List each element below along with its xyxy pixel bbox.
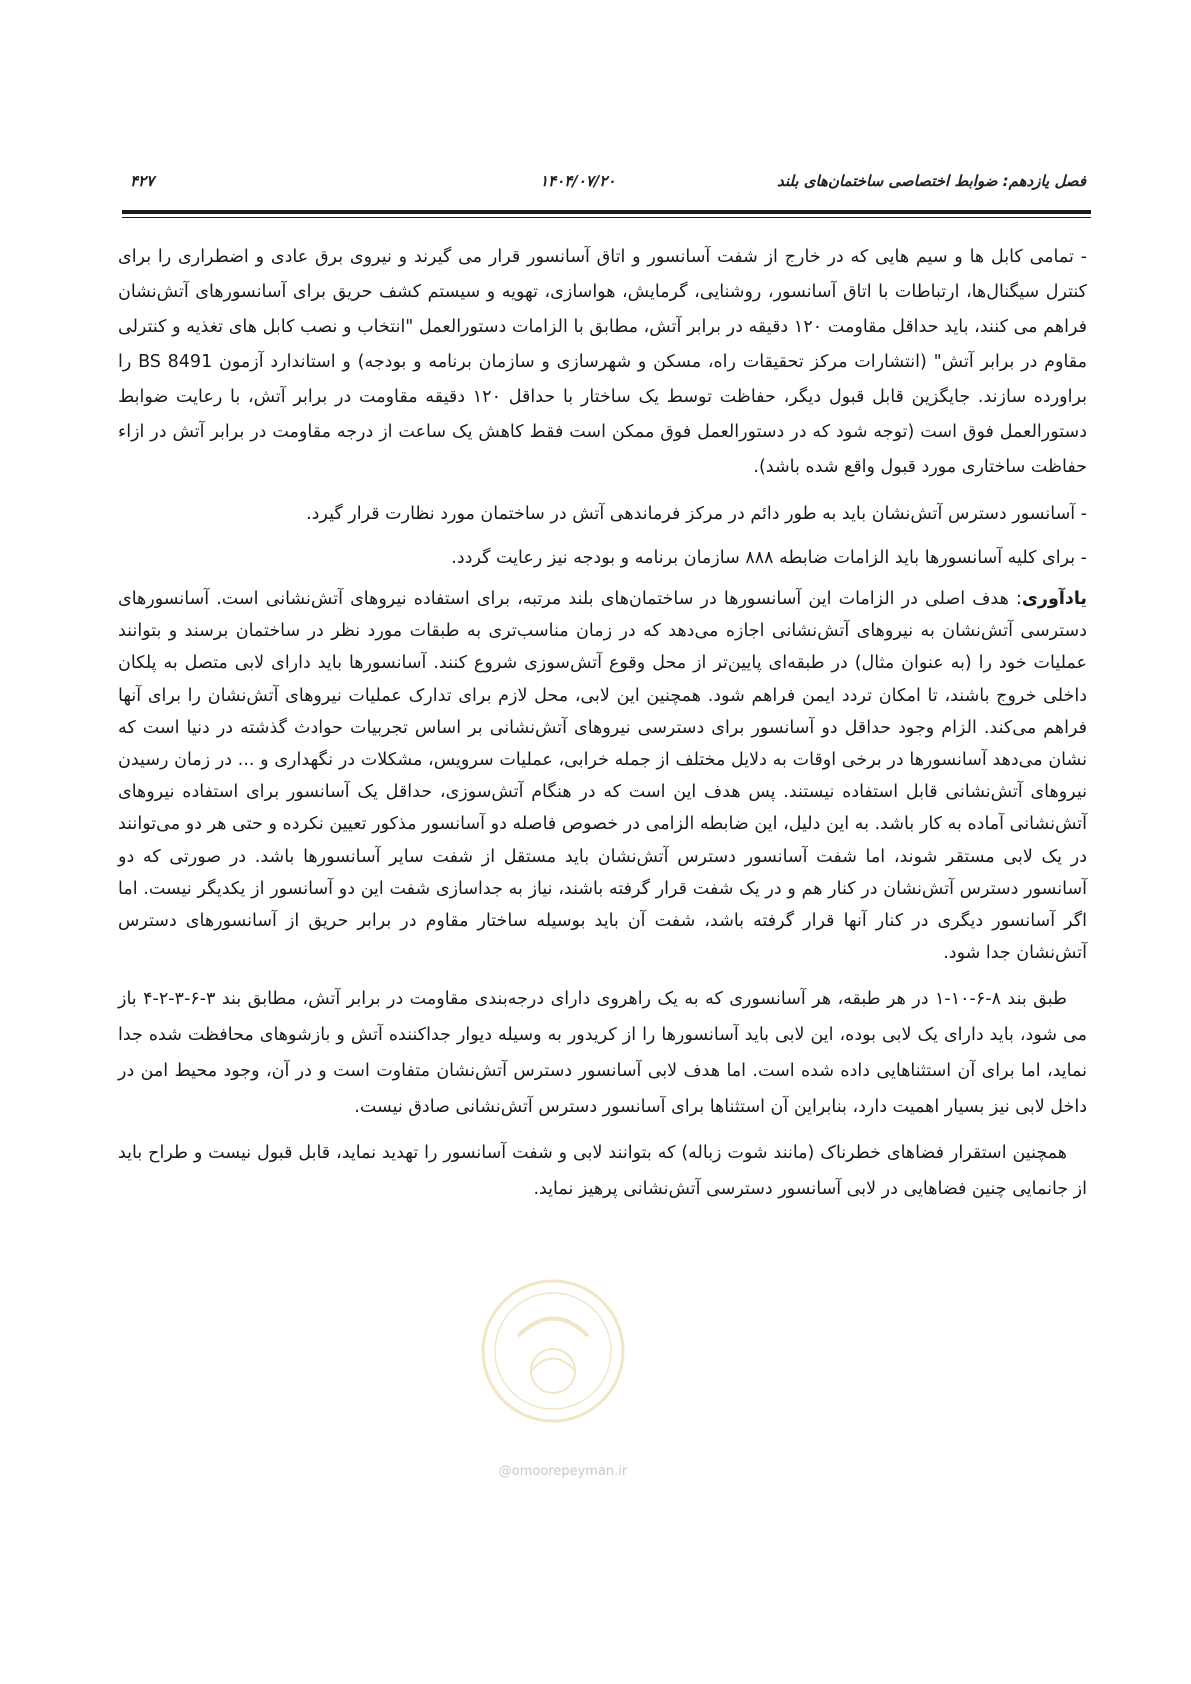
paragraph-cables: - تمامی کابل ها و سیم هایی که در خارج از شفت آسانسور و اتاق آسانسور قرار می گیرند و نیروی برق عادی و اضطراری را برای کنترل سیگنال‌ها، ارتباطات با اتاق آسانسور، روشنایی، گرمایش، هواسازی، تهویه و سیستم کشف حریق برای آسانسورهای آتش‌نشان فراهم می کنند، باید حداقل مقاومت ۱۲۰ دقیقه در برابر آتش، مطابق با الزامات دستورالعمل "انتخاب و نصب کابل های تغذیه و کنترلی مقاوم در برابر آتش" (انتشارات مرکز تحقیقات راه، مسکن و شهرسازی و سازمان برنامه و بودجه) و استاندارد آزمون BS 8491 را براورده سازند. جایگزین قابل قبول دیگر، حفاظت توسط یک ساختار با حداقل ۱۲۰ دقیقه مقاومت در برابر آتش، با رعایت ضوابط دستورالعمل فوق است (توجه شود که در دستورالعمل فوق ممکن است فقط کاهش یک ساعت از درجه مقاومت در برابر آتش در ازاء حفاظت ساختاری مورد قبول واقع شده باشد). <box>118 247 1088 477</box>
header-rule-thin <box>122 217 1091 218</box>
watermark-url: @omoorepeyman.ir <box>498 1464 628 1479</box>
paragraph-hazardous-spaces: همچنین استقرار فضاهای خطرناک (مانند شوت زباله) که بتوانند لابی و شفت آسانسور را تهدید نماید، قابل قبول نیست و طراح باید از جانمایی چنین فضاهایی در لابی آسانسور دسترسی آتش‌نشانی پرهیز نماید. <box>118 1143 1087 1200</box>
page-number: ۴۲۷ <box>130 172 155 190</box>
page-header <box>130 172 1086 200</box>
note-text: : هدف اصلی در الزامات این آسانسورها در ساختمان‌های بلند مرتبه، برای استفاده نیروهای آتش‌نشانی است. آسانسورهای دسترسی آتش‌نشان به نیروهای آتش‌نشانی اجازه می‌دهد که در زمان مناسب‌تری به طبقات مورد نظر در ساختمان برسند و بتوانند عملیات خود را (به عنوان مثال) در طبقه‌ای پایین‌تر از محل وقوع آتش‌سوزی شروع کنند. آسانسورها باید دارای لابی متصل به پلکان داخلی خروج باشند، تا امکان تردد ایمن فراهم شود. همچنین این لابی، محل لازم برای تدارک عملیات نیروهای آتش‌نشان را برای آنها فراهم می‌کند. الزام وجود حداقل دو آسانسور برای دسترسی نیروهای آتش‌نشانی بر اساس تجربیات حوادث گذشته در دنیا است که نشان می‌دهد آسانسورها در برخی اوقات به دلایل مختلف از جمله خرابی، عملیات سرویس، مشکلات در نگهداری و ... در زمان رسیدن نیروهای آتش‌نشانی قابل استفاده نیستند. پس هدف این است که در هنگام آتش‌سوزی، حداقل یک آسانسور برای استفاده نیروهای آتش‌نشانی آماده به کار باشد. به این دلیل، این ضابطه الزامی در خصوص فاصله دو آسانسور مذکور تعیین نکرده و حتی هر دو می‌توانند در یک لابی مستقر شوند، اما شفت آسانسور دسترس آتش‌نشان باید مستقل از شفت سایر آسانسورها باشد. در صورتی که دو آسانسور دسترس آتش‌نشان در کنار هم و در یک شفت قرار گرفته باشند، نیاز به جداسازی شفت این دو آسانسور از یکدیگر نیست. اما اگر آسانسور دیگری در کنار آنها قرار گرفته باشد، شفت آن باید بوسیله ساختار مقاوم در برابر حریق از آسانسورهای دسترس آتش‌نشان جدا شود. <box>118 589 1087 964</box>
paragraph-regulation-888: - برای کلیه آسانسورها باید الزامات ضابطه ۸۸۸ سازمان برنامه و بودجه نیز رعایت گردد. <box>451 548 1087 568</box>
chapter-title: فصل یازدهم: ضوابط اختصاصی ساختمان‌های بلند <box>776 172 1086 190</box>
header-date: ۱۴۰۴/۰۷/۲۰ <box>540 172 616 190</box>
note-label: یادآوری <box>1021 589 1087 609</box>
header-rule-thick <box>122 210 1091 214</box>
note-paragraph <box>118 583 1087 969</box>
watermark-logo-icon <box>478 1276 628 1426</box>
main-text <box>118 240 1087 1217</box>
paragraph-monitoring: - آسانسور دسترس آتش‌نشان باید به طور دائم در مرکز فرماندهی آتش در ساختمان مورد نظارت قرار گیرد. <box>306 504 1087 524</box>
paragraph-clause-8-6-10-1: طبق بند ۸-۶-۱۰-۱ در هر طبقه، هر آسانسوری که به یک راهروی دارای درجه‌بندی مقاومت در برابر آتش، مطابق بند ۳-۶-۳-۲-۴ باز می شود، باید دارای یک لابی بوده، این لابی باید آسانسورها را از کریدور به وسیله دیوار جداکننده آتش و بازشوهای محافظت شده جدا نماید، اما برای آن استثناهایی داده شده است. اما هدف لابی آسانسور دسترس آتش‌نشان متفاوت است و در آن، وجود محیط امن در داخل لابی نیز بسیار اهمیت دارد، بنابراین آن استثناها برای آسانسور دسترس آتش‌نشانی صادق نیست. <box>118 989 1087 1118</box>
